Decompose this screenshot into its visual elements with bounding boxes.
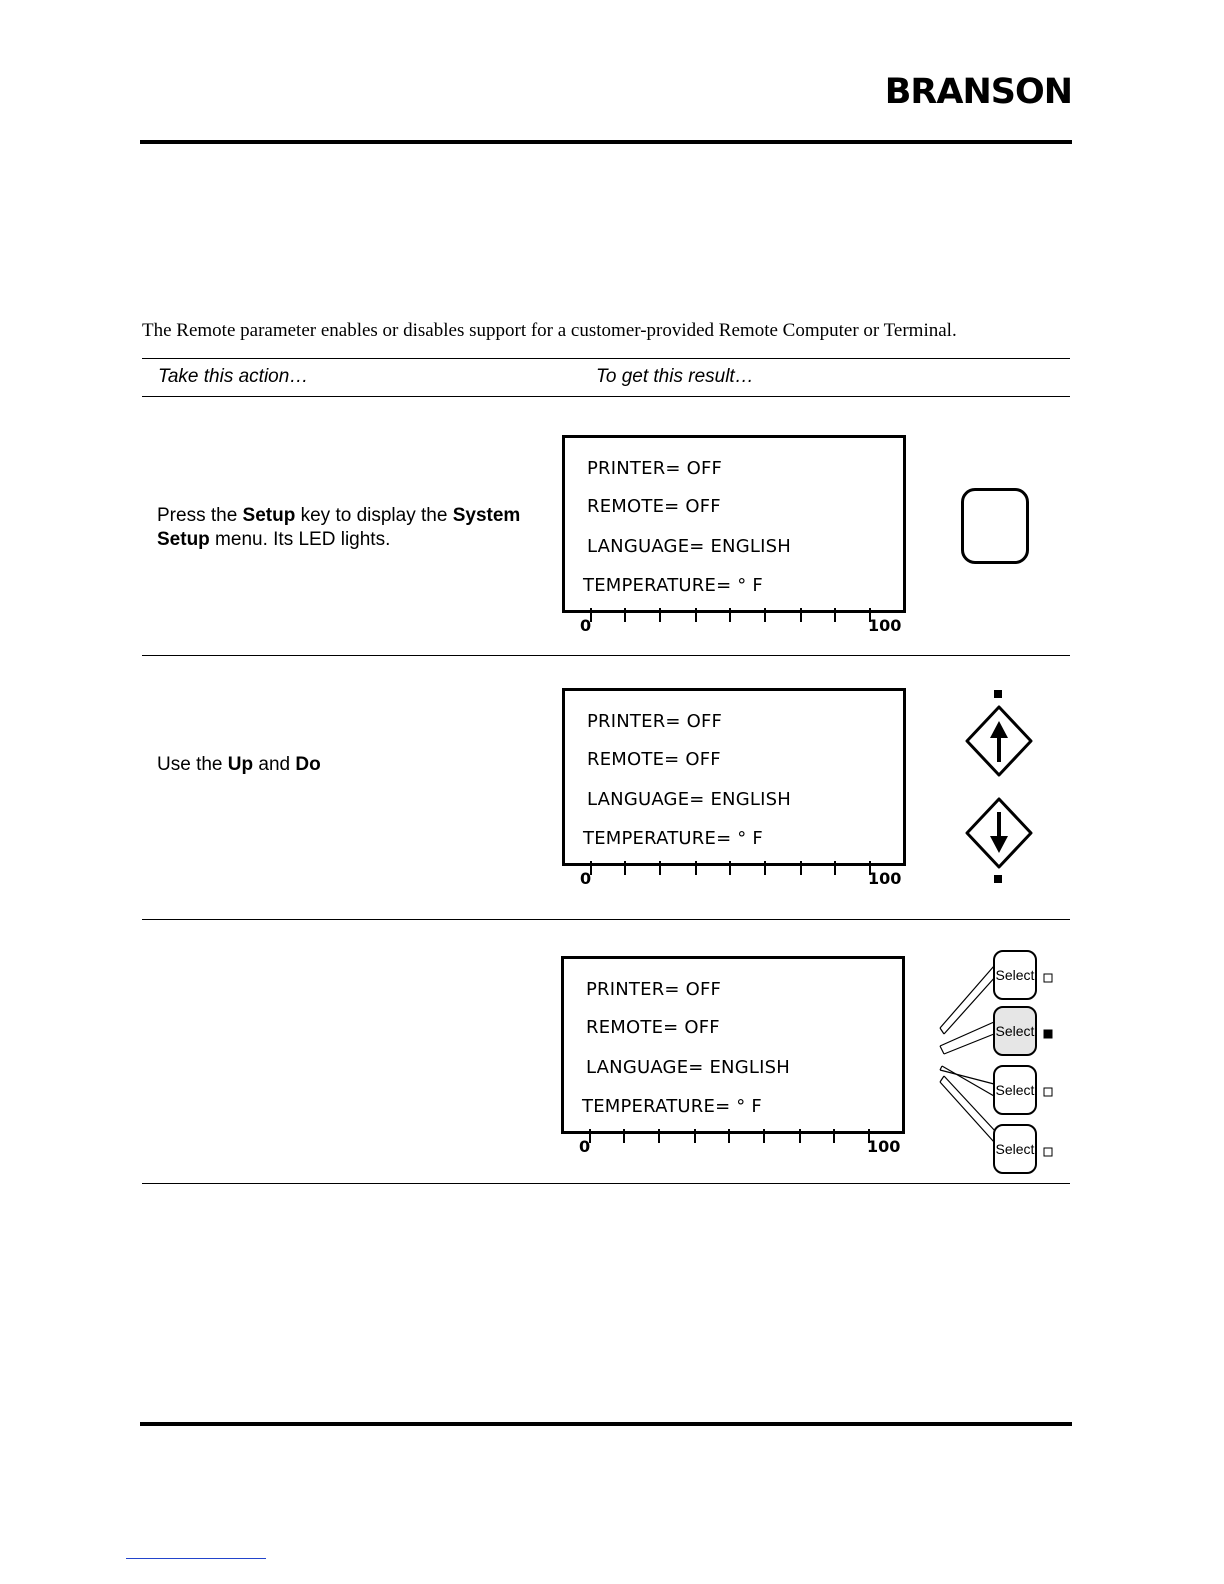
lcd-scale-row3 bbox=[579, 1127, 901, 1157]
column-header-action: Take this action… bbox=[158, 366, 309, 387]
lcd-line-language: LANGUAGE= ENGLISH bbox=[587, 536, 791, 557]
down-keyword: Do bbox=[295, 754, 321, 775]
header-rule bbox=[140, 140, 1072, 144]
lcd-line-language: LANGUAGE= ENGLISH bbox=[586, 1057, 790, 1078]
scale-min-label: 0 bbox=[579, 1137, 591, 1156]
lcd-line-printer: PRINTER= OFF bbox=[586, 979, 722, 1000]
row1-rule bbox=[142, 655, 1070, 656]
column-header-result: To get this result… bbox=[596, 366, 754, 387]
up-keyword: Up bbox=[227, 754, 254, 775]
lcd-line-temperature: TEMPERATURE= ° F bbox=[583, 575, 763, 596]
intro-text: The Remote parameter enables or disables support for a customer-provided Remote Computer or Terminal. bbox=[142, 320, 957, 341]
lcd-line-printer: PRINTER= OFF bbox=[587, 711, 723, 732]
scale-ticks bbox=[580, 859, 880, 875]
lcd-line-printer: PRINTER= OFF bbox=[587, 458, 723, 479]
lcd-display-row2 bbox=[562, 688, 906, 866]
scale-min-label: 0 bbox=[580, 616, 592, 635]
select-key-2[interactable]: Select bbox=[993, 1006, 1037, 1056]
footer-link-underline[interactable] bbox=[126, 1558, 266, 1559]
up-led-icon bbox=[994, 690, 1002, 698]
lcd-line-temperature: TEMPERATURE= ° F bbox=[583, 828, 763, 849]
setup-key-icon[interactable] bbox=[961, 488, 1029, 564]
scale-ticks bbox=[579, 1127, 879, 1143]
down-led-icon bbox=[994, 875, 1002, 883]
text-fragment: menu. Its LED lights. bbox=[209, 529, 391, 550]
up-arrow-icon[interactable] bbox=[964, 704, 1034, 778]
table-header-rule bbox=[142, 396, 1070, 397]
row2-rule bbox=[142, 919, 1070, 920]
text-fragment: and bbox=[253, 754, 296, 775]
down-arrow-icon[interactable] bbox=[964, 796, 1034, 870]
scale-max-label: 100 bbox=[868, 616, 902, 635]
lcd-line-remote: REMOTE= OFF bbox=[586, 1017, 720, 1038]
table-top-rule bbox=[142, 358, 1070, 359]
lcd-display-row3 bbox=[561, 956, 905, 1134]
lcd-line-temperature: TEMPERATURE= ° F bbox=[582, 1096, 762, 1117]
footer-rule bbox=[140, 1422, 1072, 1426]
text-fragment: Press the bbox=[157, 505, 243, 526]
scale-ticks bbox=[580, 606, 880, 622]
setup-keyword: Setup bbox=[242, 505, 296, 526]
lcd-scale-row2 bbox=[580, 859, 902, 889]
select-key-4[interactable]: Select bbox=[993, 1124, 1037, 1174]
scale-max-label: 100 bbox=[867, 1137, 901, 1156]
lcd-line-language: LANGUAGE= ENGLISH bbox=[587, 789, 791, 810]
scale-min-label: 0 bbox=[580, 869, 592, 888]
text-fragment: Use the bbox=[157, 754, 228, 775]
table-bottom-rule bbox=[142, 1183, 1070, 1184]
lcd-display-row1 bbox=[562, 435, 906, 613]
text-fragment: key to display the bbox=[295, 505, 453, 526]
action-text-row1 bbox=[157, 504, 537, 552]
lcd-scale-row1 bbox=[580, 606, 902, 636]
action-text-row2 bbox=[157, 753, 537, 777]
select-key-1[interactable]: Select bbox=[993, 950, 1037, 1000]
lcd-line-remote: REMOTE= OFF bbox=[587, 496, 721, 517]
scale-max-label: 100 bbox=[868, 869, 902, 888]
brand-logo: BRANSON bbox=[884, 72, 1072, 112]
select-key-3[interactable]: Select bbox=[993, 1065, 1037, 1115]
lcd-line-remote: REMOTE= OFF bbox=[587, 749, 721, 770]
system-setup-keyword: System Setup bbox=[157, 505, 521, 550]
